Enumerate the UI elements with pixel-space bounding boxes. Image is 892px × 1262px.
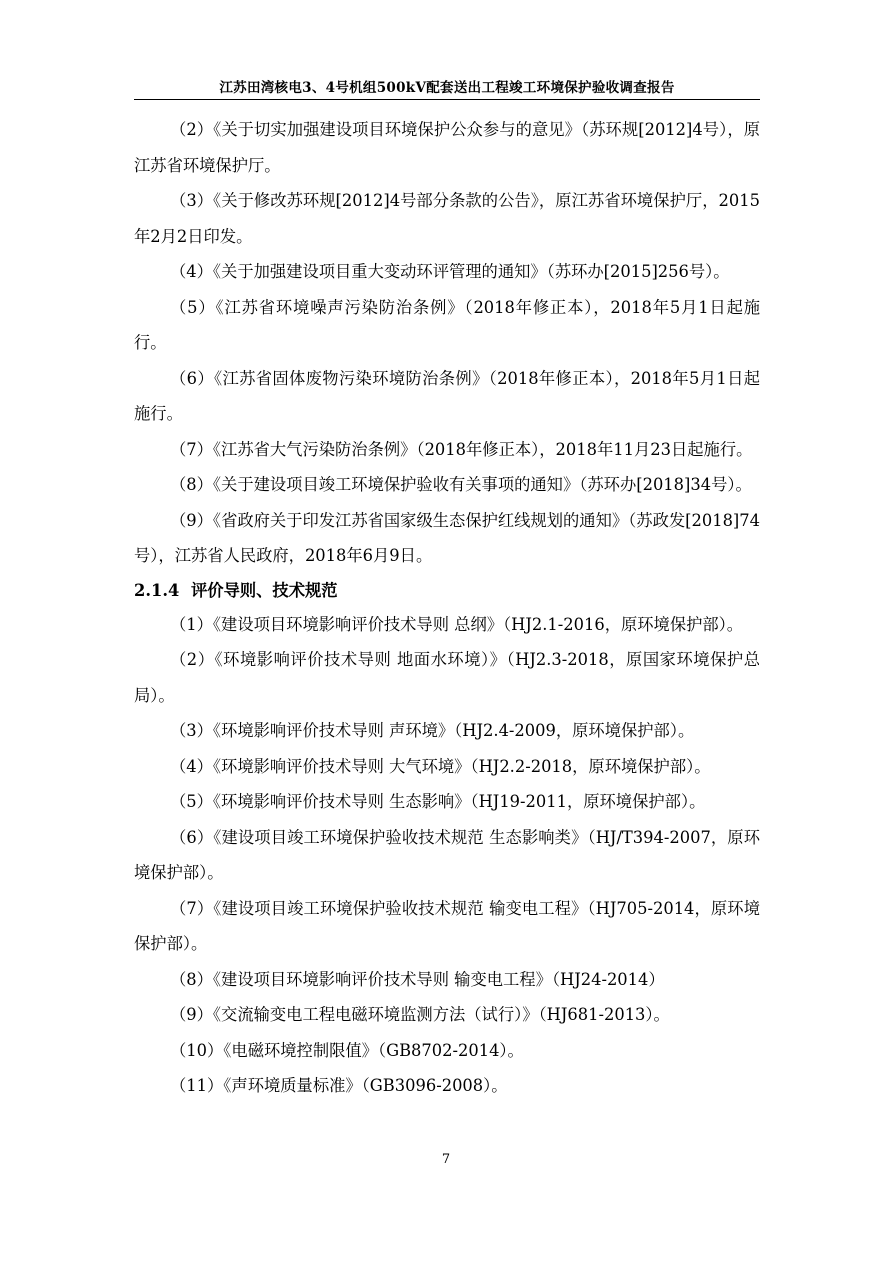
document-body [134, 112, 760, 1104]
section-title: 评价导则、技术规范 [191, 580, 338, 600]
standard-item: （8）《建设项目环境影响评价技术导则 输变电工程》（HJ24-2014） [170, 969, 665, 989]
regulation-item: （4）《关于加强建设项目重大变动环评管理的通知》（苏环办[2015]256号）。 [170, 262, 730, 281]
standard-item: （10）《电磁环境控制限值》（GB8702-2014）。 [170, 1040, 524, 1060]
running-header: 江苏田湾核电3、4号机组500kV配套送出工程竣工环境保护验收调查报告 [219, 80, 675, 96]
page-number: 7 [441, 1152, 451, 1167]
standard-item: （6）《建设项目竣工环境保护验收技术规范 生态影响类》（HJ/T394-2007，原环境保护部）。 [134, 827, 760, 882]
header-rule [134, 99, 760, 100]
standard-item: （2）《环境影响评价技术导则 地面水环境）》（HJ2.3-2018，原国家环境保护总局）。 [134, 650, 760, 705]
regulation-item: （6）《江苏省固体废物污染环境防治条例》（2018年修正本），2018年5月1日起施行。 [134, 368, 760, 423]
standard-item: （7）《建设项目竣工环境保护验收技术规范 输变电工程》（HJ705-2014，原环境保护部）。 [134, 898, 760, 953]
regulation-item: （2）《关于切实加强建设项目环境保护公众参与的意见》（苏环规[2012]4号），原江苏省环境保护厅。 [134, 120, 760, 175]
standard-item: （4）《环境影响评价技术导则 大气环境》（HJ2.2-2018，原环境保护部）。 [170, 756, 711, 776]
standard-item: （9）《交流输变电工程电磁环境监测方法（试行）》（HJ681-2013）。 [170, 1005, 670, 1024]
regulation-item: （9）《省政府关于印发江苏省国家级生态保护红线规划的通知》（苏政发[2018]74号），江苏省人民政府，2018年6月9日。 [134, 510, 760, 565]
regulation-item: （7）《江苏省大气污染防治条例》（2018年修正本），2018年11月23日起施行。 [170, 439, 753, 459]
regulation-item: （3）《关于修改苏环规[2012]4号部分条款的公告》，原江苏省环境保护厅，2015年2月2日印发。 [134, 191, 760, 246]
regulation-item: （5）《江苏省环境噪声污染防治条例》（2018年修正本），2018年5月1日起施行。 [134, 297, 760, 352]
regulation-item: （8）《关于建设项目竣工环境保护验收有关事项的通知》（苏环办[2018]34号）。 [170, 475, 752, 494]
standard-item: （11）《声环境质量标准》（GB3096-2008）。 [170, 1076, 508, 1095]
section-number: 2.1.4 [134, 580, 180, 600]
section-heading [134, 574, 760, 607]
standard-item: （1）《建设项目环境影响评价技术导则 总纲》（HJ2.1-2016，原环境保护部）。 [170, 614, 744, 634]
standard-item: （5）《环境影响评价技术导则 生态影响》（HJ19-2011，原环境保护部）。 [170, 792, 706, 811]
standard-item: （3）《环境影响评价技术导则 声环境》（HJ2.4-2009，原环境保护部）。 [170, 721, 695, 740]
